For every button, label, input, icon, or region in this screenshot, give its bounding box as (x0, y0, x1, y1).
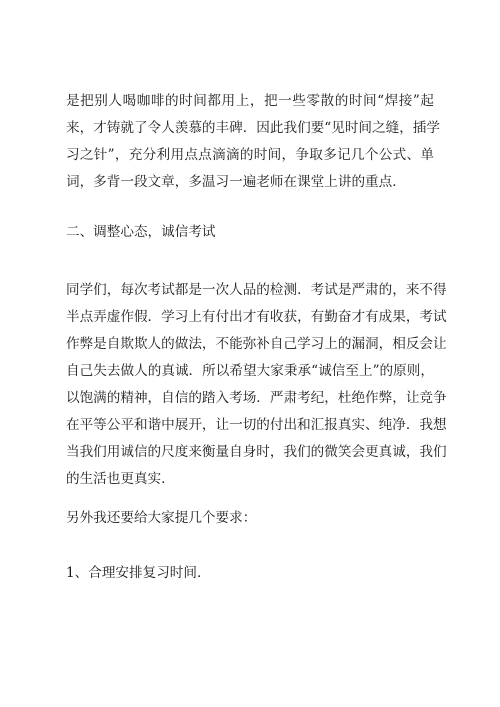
paragraph-line: 半点弄虚作假．学习上有付出才有收获，有勤奋才有成果，考试 (66, 309, 447, 325)
paragraph-line: 习之针”，充分利用点点滴滴的时间，争取多记几个公式、单 (66, 147, 434, 163)
paragraph-requirements-intro: 另外我还要给大家提几个要求： (66, 510, 257, 526)
paragraph-line: 的生活也更真实． (66, 471, 175, 487)
section-heading-2: 二、调整心态，诚信考试 (66, 224, 216, 240)
paragraph-integrity (66, 277, 447, 493)
paragraph-time-management (66, 88, 440, 196)
paragraph-line: 作弊是自欺欺人的做法，不能弥补自己学习上的漏洞，相反会让 (66, 336, 447, 352)
list-item-1: 1、合理安排复习时间． (66, 565, 211, 581)
paragraph-line: 词，多背一段文章，多温习一遍老师在课堂上讲的重点． (66, 174, 406, 190)
paragraph-line: 自己失去做人的真诚．所以希望大家秉承“诚信至上”的原则， (66, 363, 434, 379)
paragraph-line: 在平等公平和谐中展开，让一切的付出和汇报真实、纯净．我想 (66, 417, 447, 433)
paragraph-line: 同学们，每次考试都是一次人品的检测．考试是严肃的，来不得 (66, 282, 447, 298)
paragraph-line: 以饱满的精神，自信的踏入考场．严肃考纪，杜绝作弊，让竞争 (66, 390, 447, 406)
paragraph-line: 来，才铸就了令人羡慕的丰碑．因此我们要“见时间之缝，插学 (66, 120, 440, 136)
paragraph-line: 是把别人喝咖啡的时间都用上，把一些零散的时间“焊接”起 (66, 93, 434, 109)
paragraph-line: 当我们用诚信的尺度来衡量自身时，我们的微笑会更真诚，我们 (66, 444, 447, 460)
